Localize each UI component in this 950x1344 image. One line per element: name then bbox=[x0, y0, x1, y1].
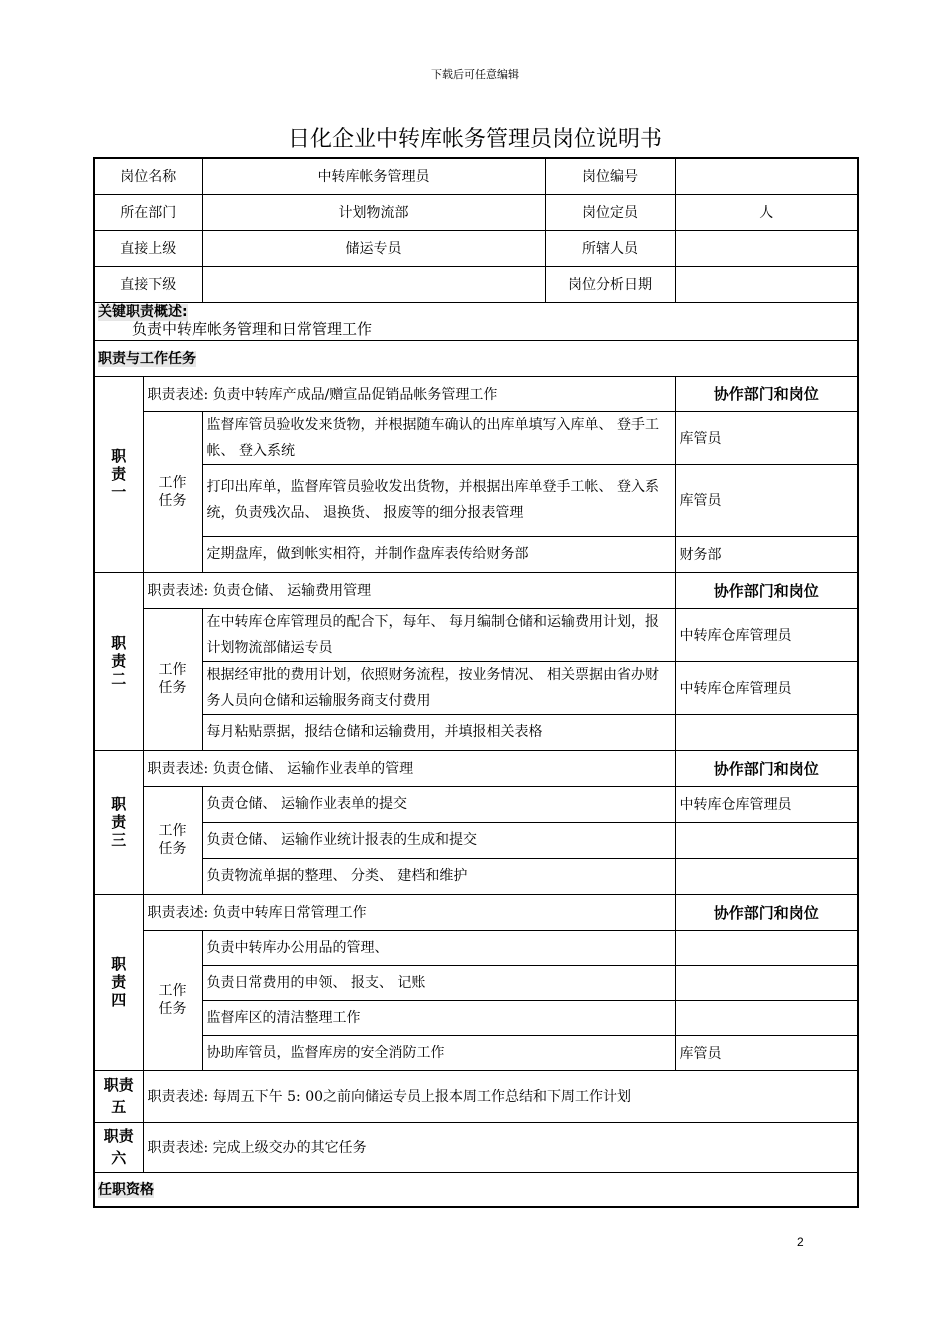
task-row bbox=[94, 786, 858, 822]
task-dept: 中转库仓库管理员 bbox=[675, 608, 858, 661]
header-note: 下载后可任意编辑 bbox=[431, 68, 519, 81]
task-text: 负责物流单据的整理、 分类、 建档和维护 bbox=[202, 858, 675, 894]
duty-2-label: 职责二 bbox=[94, 572, 143, 750]
task-dept bbox=[675, 858, 858, 894]
task-text: 在中转库仓库管理员的配合下，每年、 每月编制仓储和运输费用计划，报计划物流部储运专员 bbox=[202, 608, 675, 661]
summary-row bbox=[94, 302, 858, 340]
duty-2-desc-row bbox=[94, 572, 858, 608]
duty-4-work-label: 工作任务 bbox=[143, 930, 202, 1070]
duty-6-label: 职责六 bbox=[94, 1122, 143, 1172]
task-text: 负责日常费用的申领、 报支、 记账 bbox=[202, 965, 675, 1000]
task-row bbox=[94, 965, 858, 1000]
value-direct-subordinate bbox=[202, 266, 545, 302]
duty-2-coop-header: 协作部门和岗位 bbox=[675, 572, 858, 608]
summary-text: 负责中转库帐务管理和日常管理工作 bbox=[132, 320, 373, 338]
duty-5-row bbox=[94, 1070, 858, 1122]
task-text: 负责中转库办公用品的管理、 bbox=[202, 930, 675, 965]
value-direct-superior: 储运专员 bbox=[202, 230, 545, 266]
value-analysis-date bbox=[675, 266, 858, 302]
value-department: 计划物流部 bbox=[202, 194, 545, 230]
info-row-1 bbox=[94, 158, 858, 194]
task-row bbox=[94, 536, 858, 572]
task-text: 根据经审批的费用计划，依照财务流程，按业务情况、 相关票据由省办财务人员向仓储和运输服务商支付费用 bbox=[202, 661, 675, 714]
duty-5-desc: 职责表述: 每周五下午 5: 00之前向储运专员上报本周工作总结和下周工作计划 bbox=[143, 1070, 858, 1122]
duty-6-desc: 职责表述: 完成上级交办的其它任务 bbox=[143, 1122, 858, 1172]
task-text: 监督库区的清洁整理工作 bbox=[202, 1000, 675, 1035]
duties-header-row bbox=[94, 340, 858, 376]
label-position-code: 岗位编号 bbox=[545, 158, 675, 194]
task-text: 每月粘贴票据，报结仓储和运输费用，并填报相关表格 bbox=[202, 714, 675, 750]
duty-1-work-label: 工作任务 bbox=[143, 411, 202, 572]
duty-4-desc: 职责表述: 负责中转库日常管理工作 bbox=[143, 894, 675, 930]
summary-label: 关键职责概述: bbox=[98, 304, 188, 320]
task-text: 监督库管员验收发来货物，并根据随车确认的出库单填写入库单、 登手工帐、 登入系统 bbox=[202, 411, 675, 464]
task-dept bbox=[675, 822, 858, 858]
info-row-3 bbox=[94, 230, 858, 266]
label-direct-subordinate: 直接下级 bbox=[94, 266, 202, 302]
task-row bbox=[94, 1000, 858, 1035]
duty-2-work-label: 工作任务 bbox=[143, 608, 202, 750]
task-row bbox=[94, 822, 858, 858]
task-dept: 库管员 bbox=[675, 1035, 858, 1070]
label-position-name: 岗位名称 bbox=[94, 158, 202, 194]
task-dept bbox=[675, 714, 858, 750]
task-dept bbox=[675, 1000, 858, 1035]
duty-4-coop-header: 协作部门和岗位 bbox=[675, 894, 858, 930]
task-dept: 中转库仓库管理员 bbox=[675, 661, 858, 714]
document-title: 日化企业中转库帐务管理员岗位说明书 bbox=[287, 127, 662, 152]
task-dept bbox=[675, 930, 858, 965]
duty-1-coop-header: 协作部门和岗位 bbox=[675, 376, 858, 411]
task-row bbox=[94, 661, 858, 714]
info-row-2 bbox=[94, 194, 858, 230]
duty-3-desc-row bbox=[94, 750, 858, 786]
task-dept: 财务部 bbox=[675, 536, 858, 572]
label-department: 所在部门 bbox=[94, 194, 202, 230]
qualification-header: 任职资格 bbox=[98, 1182, 154, 1199]
task-row bbox=[94, 858, 858, 894]
duty-4-desc-row bbox=[94, 894, 858, 930]
duty-5-label: 职责五 bbox=[94, 1070, 143, 1122]
task-row bbox=[94, 464, 858, 536]
value-position-code bbox=[675, 158, 858, 194]
value-headcount: 人 bbox=[675, 194, 858, 230]
label-analysis-date: 岗位分析日期 bbox=[545, 266, 675, 302]
task-text: 协助库管员，监督库房的安全消防工作 bbox=[202, 1035, 675, 1070]
task-dept: 库管员 bbox=[675, 411, 858, 464]
value-position-name: 中转库帐务管理员 bbox=[202, 158, 545, 194]
task-dept: 中转库仓库管理员 bbox=[675, 786, 858, 822]
page-number: 2 bbox=[797, 1235, 804, 1249]
label-direct-superior: 直接上级 bbox=[94, 230, 202, 266]
duty-3-coop-header: 协作部门和岗位 bbox=[675, 750, 858, 786]
task-text: 负责仓储、 运输作业表单的提交 bbox=[202, 786, 675, 822]
qualification-row bbox=[94, 1172, 858, 1207]
duties-header: 职责与工作任务 bbox=[98, 351, 196, 367]
task-row bbox=[94, 930, 858, 965]
duty-3-label: 职责三 bbox=[94, 750, 143, 894]
task-row bbox=[94, 411, 858, 464]
task-text: 负责仓储、 运输作业统计报表的生成和提交 bbox=[202, 822, 675, 858]
label-subordinates: 所辖人员 bbox=[545, 230, 675, 266]
duty-3-desc: 职责表述: 负责仓储、 运输作业表单的管理 bbox=[143, 750, 675, 786]
task-text: 定期盘库，做到帐实相符，并制作盘库表传给财务部 bbox=[202, 536, 675, 572]
duty-1-desc-row bbox=[94, 376, 858, 411]
duty-6-row bbox=[94, 1122, 858, 1172]
duty-3-work-label: 工作任务 bbox=[143, 786, 202, 894]
value-subordinates bbox=[675, 230, 858, 266]
task-row bbox=[94, 608, 858, 661]
task-row bbox=[94, 714, 858, 750]
job-description-form bbox=[93, 157, 857, 1208]
task-text: 打印出库单，监督库管员验收发出货物，并根据出库单登手工帐、 登入系统，负责残次品、 退换货、 报废等的细分报表管理 bbox=[202, 464, 675, 536]
label-headcount: 岗位定员 bbox=[545, 194, 675, 230]
task-dept bbox=[675, 965, 858, 1000]
duty-2-desc: 职责表述: 负责仓储、 运输费用管理 bbox=[143, 572, 675, 608]
task-row bbox=[94, 1035, 858, 1070]
duty-4-label: 职责四 bbox=[94, 894, 143, 1070]
duty-1-label: 职责一 bbox=[94, 376, 143, 572]
task-dept: 库管员 bbox=[675, 464, 858, 536]
job-description-table bbox=[93, 157, 859, 1208]
duty-1-desc: 职责表述: 负责中转库产成品/赠宣品促销品帐务管理工作 bbox=[143, 376, 675, 411]
info-row-4 bbox=[94, 266, 858, 302]
